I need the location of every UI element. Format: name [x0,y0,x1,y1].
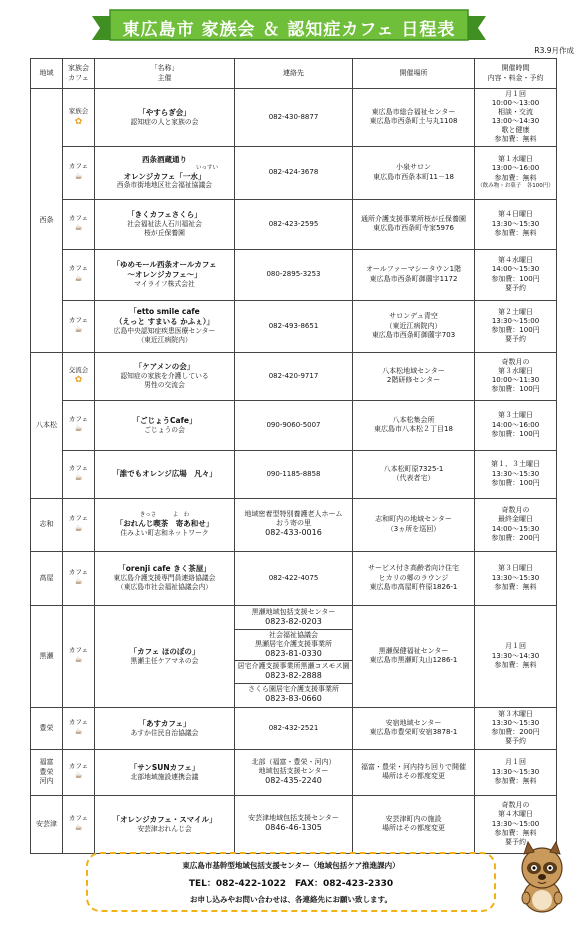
table-row [31,400,557,450]
contact-item: 社会福祉協議会 黒瀬居宅介護支援事業所 0823-81-0330 [235,629,352,661]
category-cell: カフェ ☕ [63,199,95,249]
contact-cell [235,605,353,707]
table-row [31,89,557,147]
schedule-cell: 第３木曜日 13:30～15:30 参加費：200円 要予約 [475,707,557,749]
contact-cell: 080-2895-3253 [235,249,353,300]
name-cell: 「オレンジカフェ・スマイル」 安芸津おれんじ会 [95,795,235,853]
flower-icon: ✿ [74,116,83,127]
coffee-cup-icon: ☕ [74,473,83,484]
table-header-row [31,59,557,89]
contact-cell: 090-9060-5007 [235,400,353,450]
footer-organization: 東広島市基幹型地域包括支援センター（地域包括ケア推進課内） [182,861,400,870]
footer-contact-box [86,852,496,912]
place-cell: 志和町内の地域センター （3ヵ所を巡回） [353,498,475,551]
name-cell: 「誰でもオレンジ広場 凡々」 [95,450,235,498]
name-cell: 「サンSUNカフェ」 北部地域施設連携会議 [95,749,235,795]
schedule-cell: 第３土曜日 14:00～16:00 参加費：100円 [475,400,557,450]
schedule-cell: 奇数月の 最終金曜日 14:00～15:30 参加費：200円 [475,498,557,551]
table-row [31,551,557,605]
schedule-cell: 奇数月の 第３水曜日 10:00～11:30 参加費：100円 [475,352,557,400]
name-cell: 西条酒蔵通り いっすい オレンジカフェ「一水」 西条市街地地区社会福祉協議会 [95,146,235,199]
table-row [31,146,557,199]
name-cell: 「etto smile cafe （えっと すまいる かふぇ）」 広島中央認知症疾患医療センター （東近江病院内） [95,300,235,352]
table-row [31,352,557,400]
table-row [31,199,557,249]
table-row [31,795,557,853]
schedule-cell: 第４水曜日 14:00～15:30 参加費：100円 要予約 [475,249,557,300]
place-cell: 福富・豊栄・河内持ち回りで開催 場所はその都度変更 [353,749,475,795]
contact-cell: 安芸津地域包括支援センター 0846-46-1305 [235,795,353,853]
contact-cell: 082-422-4075 [235,551,353,605]
schedule-cell: 第１、３土曜日 13:30～15:30 参加費：100円 [475,450,557,498]
coffee-cup-icon: ☕ [74,655,83,666]
place-cell: 小泉サロン 東広島市西条本町11－18 [353,146,475,199]
header-contact: 連絡先 [235,59,353,89]
table-row [31,249,557,300]
contact-cell: 082-420-9717 [235,352,353,400]
footer-phone-fax: TEL：082-422-1022 FAX：082-423-2330 [188,879,394,889]
name-cell: 「やすらぎ会」 認知症の人と家族の会 [95,89,235,147]
category-cell: カフェ ☕ [63,707,95,749]
table-row [31,498,557,551]
header-place: 開催場所 [353,59,475,89]
name-cell: 「ゆめモール西条オールカフェ ～オレンジカフェ～」 マイライフ株式会社 [95,249,235,300]
place-cell: 安宿地域センター 東広島市豊栄町安宿3878-1 [353,707,475,749]
created-date: R3.9月作成 [534,46,574,55]
category-cell: 交流会 ✿ [63,352,95,400]
contact-item: さくら園居宅介護支援事業所 0823-83-0660 [248,684,339,703]
place-cell: サロンデュ青空 （東近江病院内） 東広島市西条町御薗宇703 [353,300,475,352]
tanuki-mascot-icon [512,840,572,916]
place-cell: 八本松集会所 東広島市八本松２丁目18 [353,400,475,450]
schedule-cell: 第４日曜日 13:30～15:30 参加費：無料 [475,199,557,249]
header-area: 地域 [31,59,63,89]
page-title: 東広島市 家族会 ＆ 認知症カフェ 日程表 [122,20,456,40]
contact-cell: 090-1185-8858 [235,450,353,498]
area-cell-north: 福富 豊栄 河内 [31,749,63,795]
header-schedule: 開催時間 内容・料金・予約 [475,59,557,89]
place-cell: オールファーマシータウン1階 東広島市西条町御薗宇1172 [353,249,475,300]
table-row [31,300,557,352]
header-category: 家族会 カフェ [63,59,95,89]
place-cell: 八本松町原7325-1 （代表者宅） [353,450,475,498]
schedule-cell: 月１回 13:30～15:30 参加費：無料 [475,749,557,795]
contact-cell: 082-493-8651 [235,300,353,352]
category-cell: カフェ ☕ [63,249,95,300]
name-cell: 「きくカフェさくら」 社会福祉法人石川福祉会 桜が丘保養園 [95,199,235,249]
coffee-cup-icon: ☕ [74,727,83,738]
category-cell: カフェ ☕ [63,551,95,605]
place-cell: サービス付き高齢者向け住宅 ヒカリの郷のラウンジ 東広島市高屋町杵原1826-1 [353,551,475,605]
contact-cell: 082-430-8877 [235,89,353,147]
table-row [31,605,557,707]
place-cell: 通所介護支援事業所桜が丘保養園 東広島市西条町寺家5976 [353,199,475,249]
place-cell: 安芸津町内の施設 場所はその都度変更 [353,795,475,853]
category-cell: カフェ ☕ [63,300,95,352]
area-cell-saijo: 西条 [31,89,63,353]
schedule-cell: 月１回 10:00～13:00 相談・交流 13:00～14:30 歌と健康 参加費：無料 [475,89,557,147]
schedule-cell: 第２土曜日 13:30～15:00 参加費：100円 要予約 [475,300,557,352]
category-cell: カフェ ☕ [63,450,95,498]
coffee-cup-icon: ☕ [74,171,83,182]
schedule-cell: 第１水曜日 13:00～16:00 参加費：無料 （飲み物・お菓子 各100円） [475,146,557,199]
name-cell: 「orenji cafe きく茶屋」 東広島介護支援専門員連絡協議会 （東広島市社会福祉協議会内） [95,551,235,605]
area-cell-kurose: 黒瀬 [31,605,63,707]
coffee-cup-icon: ☕ [74,823,83,834]
contact-cell: 082-432-2521 [235,707,353,749]
coffee-cup-icon: ☕ [74,273,83,284]
area-cell-akitsu: 安芸津 [31,795,63,853]
coffee-cup-icon: ☕ [74,523,83,534]
coffee-cup-icon: ☕ [74,771,83,782]
coffee-cup-icon: ☕ [74,424,83,435]
schedule-table [30,58,557,854]
contact-cell: 地域密着型特別養護老人ホーム おう寄の里 082-433-0016 [235,498,353,551]
area-cell-shiwa: 志和 [31,498,63,551]
category-cell: カフェ ☕ [63,400,95,450]
category-cell: カフェ ☕ [63,146,95,199]
footer-note: お申し込みやお問い合わせは、各連絡先にお願い致します。 [190,895,392,904]
category-cell: カフェ ☕ [63,749,95,795]
contact-item: 居宅介護支援事業所黒瀬コスモス園 0823-82-2888 [235,661,352,683]
table-row [31,450,557,498]
schedule-cell: 奇数月の 第４木曜日 13:30～15:00 参加費：無料 要予約 [475,795,557,853]
area-cell-hachihonmatsu: 八本松 [31,352,63,498]
title-banner [92,6,486,48]
coffee-cup-icon: ☕ [74,577,83,588]
table-row [31,749,557,795]
name-cell: 「カフェ ほのぼの」 黒瀬主任ケアマネの会 [95,605,235,707]
category-cell: カフェ ☕ [63,498,95,551]
coffee-cup-icon: ☕ [74,325,83,336]
contact-list [235,607,352,705]
place-cell: 東広島市総合福祉センター 東広島市西条町土与丸1108 [353,89,475,147]
area-cell-takaya: 高屋 [31,551,63,605]
schedule-cell: 月１回 13:30～14:30 参加費：無料 [475,605,557,707]
name-cell: きっさ よ わ 「おれんじ喫茶 寄あ和せ」 住みよい町志和ネットワーク [95,498,235,551]
schedule-cell: 第３日曜日 13:30～15:30 参加費：無料 [475,551,557,605]
contact-cell: 082-423-2595 [235,199,353,249]
flower-icon: ✿ [74,375,83,386]
table-row [31,707,557,749]
category-cell: カフェ ☕ [63,795,95,853]
coffee-cup-icon: ☕ [74,223,83,234]
name-cell: 「ケアメンの会」 認知症の家族を介護している 男性の交流会 [95,352,235,400]
place-cell: 黒瀬保健福祉センター 東広島市黒瀬町丸山1286-1 [353,605,475,707]
name-cell: 「あすカフェ」 あすか住民自治協議会 [95,707,235,749]
place-cell: 八本松地域センター 2階研修センター [353,352,475,400]
category-cell: 家族会 ✿ [63,89,95,147]
area-cell-toyosaka: 豊栄 [31,707,63,749]
contact-cell: 082-424-3678 [235,146,353,199]
contact-item: 黒瀬地域包括支援センター 0823-82-0203 [235,607,352,629]
header-name: 「名称」 主催 [95,59,235,89]
name-cell: 「ごじょうCafe」 ごじょうの会 [95,400,235,450]
category-cell: カフェ ☕ [63,605,95,707]
contact-cell: 北部（福富・豊栄・河内） 地域包括支援センター 082-435-2240 [235,749,353,795]
